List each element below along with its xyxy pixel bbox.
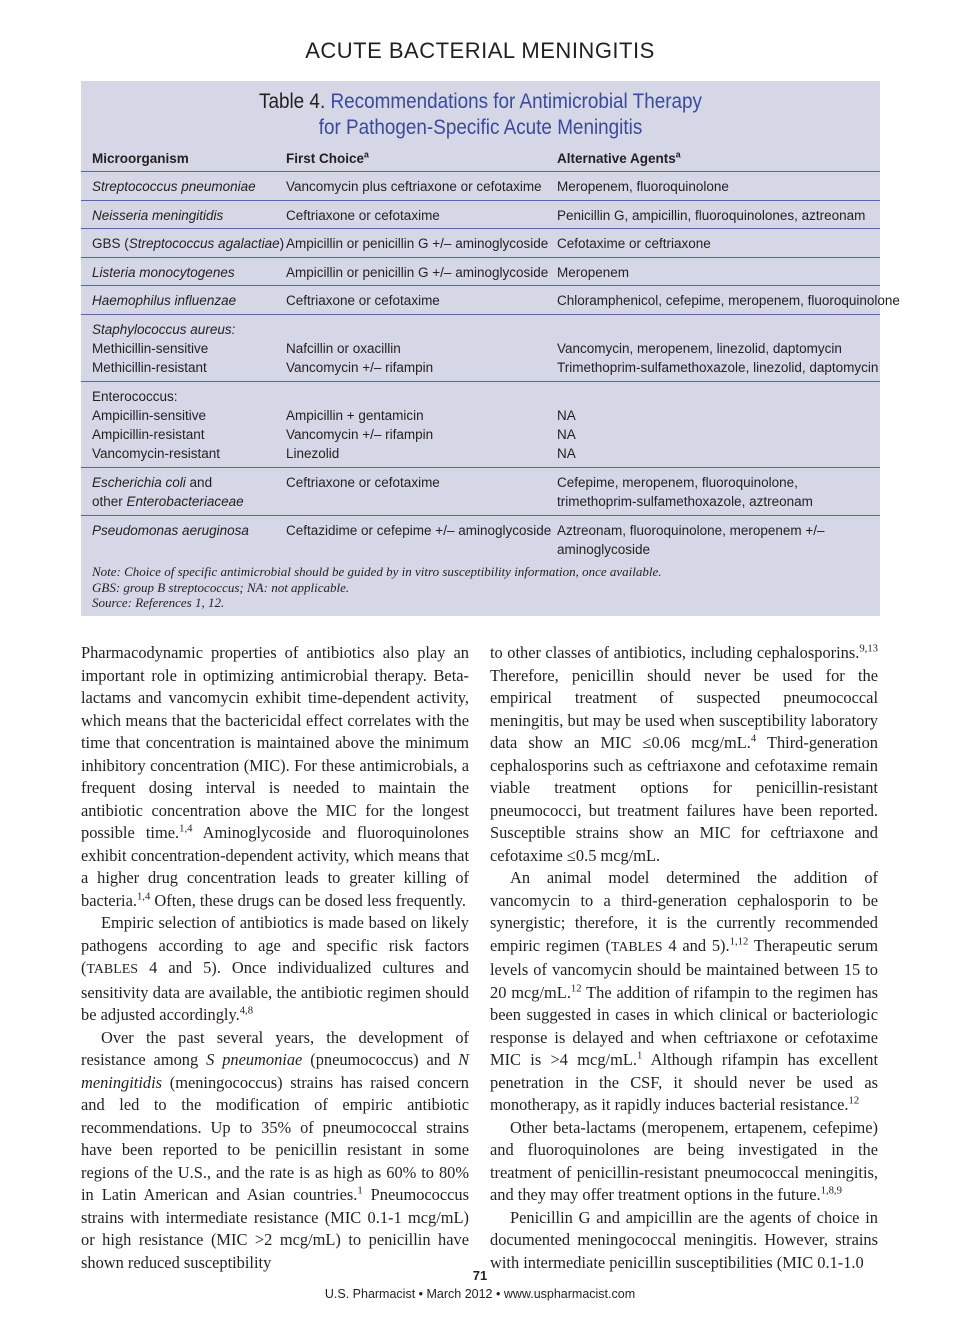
table-title	[121, 89, 840, 141]
alternative-cell: Aztreonam, fluoroquinolone, meropenem +/– aminoglycoside	[557, 522, 825, 557]
table-abbreviations: GBS: group B streptococcus; NA: not applicable.	[92, 579, 350, 595]
paragraph: Pharmacodynamic properties of antibiotics also play an important role in optimizing antimicrobial therapy. Beta-lactams and vancomycin exhibit time-dependent activity, which means that the bactericidal effect correlates with the time that concentration is maintained above the minimum inhibitory concentration (MIC). For these antimicrobials, a frequent dosing interval is needed to maintain the antibiotic concentration above the MIC for the longest possible time.$^{1,4}$ Aminoglycoside and fluoroquinolones exhibit concentration-dependent activity, which means that a higher drug concentration leads to greater killing of bacteria.$^{1,4}$ Often, these drugs can be dosed less frequently.	[81, 643, 469, 910]
table-header-row	[81, 145, 880, 172]
first-choice-cell: Ampicillin or penicillin G +/– aminoglycoside	[286, 236, 549, 252]
body-column-right	[490, 642, 878, 1274]
first-choice-cell: Ceftriaxone or cefotaxime	[286, 293, 440, 309]
alternative-cell: Cefotaxime or ceftriaxone	[557, 236, 711, 252]
organism-cell: Enterococcus: Ampicillin-sensitive Ampicillin-resistant Vancomycin-resistant	[92, 388, 221, 461]
paragraph: Over the past several years, the development of resistance among S pneumoniae (pneumococcus) and N meningitidis (meningococcus) strains has raised concern and led to the modification of empiric antibiotic recommendations. Up to 35% of pneumococcal strains have been reported to be penicillin resistant in some regions of the U.S., and the rate is as high as 60% to 80% in Latin American and Asian countries.$^1$ Pneumococcus strains with intermediate resistance (MIC 0.1-1 mcg/mL) or high resistance (MIC >2 mcg/mL) to penicillin have shown reduced susceptibility	[81, 1027, 469, 1272]
table-note: Note: Choice of specific antimicrobial should be guided by in vitro susceptibility information, once available.	[92, 564, 662, 579]
first-choice-cell: Ampicillin + gentamicin Vancomycin +/– rifampin Linezolid	[286, 407, 434, 461]
table-row	[81, 516, 880, 564]
table-number: Table 4.	[259, 90, 326, 113]
organism-cell: Haemophilus influenzae	[92, 293, 237, 309]
table-row	[81, 201, 880, 230]
header-microorganism: Microorganism	[92, 151, 189, 166]
table-row	[81, 172, 880, 201]
first-choice-cell: Nafcillin or oxacillin Vancomycin +/– rifampin	[286, 340, 434, 375]
organism-cell: Streptococcus pneumoniae	[92, 179, 256, 194]
alternative-cell: Meropenem	[557, 264, 630, 280]
table-row	[81, 382, 880, 468]
paragraph: Empiric selection of antibiotics is made based on likely pathogens according to age and specific risk factors (TABLES 4 and 5). Once individualized cultures and sensitivity data are available, the antibiotic regimen should be adjusted accordingly.$^{4,8}$	[81, 913, 469, 1024]
body-column-left	[81, 642, 469, 1274]
table-row	[81, 315, 880, 382]
organism-cell: GBS (Streptococcus agalactiae)	[92, 236, 285, 252]
running-head: ACUTE BACTERIAL MENINGITIS	[305, 38, 655, 63]
table-source: Source: References 1, 12.	[92, 595, 225, 610]
organism-cell: Neisseria meningitidis	[92, 207, 224, 223]
paragraph: An animal model determined the addition of vancomycin to a third-generation cephalosporin to be synergistic; therefore, it is the currently recommended empiric regimen (TABLES 4 and 5).$^{1,12}$ Therapeutic serum levels of vancomycin should be maintained between 15 to 20 mcg/mL.$^{12}$ The addition of rifampin to the regimen has been suggested in cases in which clinical or bacteriologic response is delayed and when ceftriaxone or cefotaxime MIC is >4 mcg/mL.$^1$ Although rifampin has excellent penetration in the CSF, it should never be used as monotherapy, as it rapidly induces bacterial resistance.$^{12}$	[490, 868, 878, 1114]
page-number: 71	[472, 1268, 488, 1283]
alternative-cell: Penicillin G, ampicillin, fluoroquinolones, aztreonam	[557, 207, 866, 223]
header-alternative-agents: Alternative Agents$^a$	[557, 149, 681, 166]
paragraph: to other classes of antibiotics, including cephalosporins.$^{9,13}$ Therefore, penicillin should never be used for the empirical treatment of suspected pneumococcal meningitis, but may be used when susceptibility laboratory data show an MIC ≤0.06 mcg/mL.$^4$ Third-generation cephalosporins such as ceftriaxone and cefotaxime remain viable treatment options for penicillin-resistant pneumococci, but treatment failures have been reported. Susceptible strains show an MIC for ceftriaxone and cefotaxime ≤0.5 mcg/mL.	[490, 643, 878, 865]
table-row	[81, 286, 900, 315]
table-4	[81, 81, 900, 616]
first-choice-cell: Vancomycin plus ceftriaxone or cefotaxime	[286, 179, 542, 194]
table-row	[81, 229, 880, 258]
table-row	[81, 258, 880, 287]
paragraph: Penicillin G and ampicillin are the agents of choice in documented meningococcal meningitis. However, strains with intermediate penicillin susceptibilities (MIC 0.1-1.0	[490, 1207, 878, 1272]
alternative-cell: Cefepime, meropenem, fluoroquinolone, trimethoprim-sulfamethoxazole, aztreonam	[557, 474, 813, 509]
first-choice-cell: Ceftriaxone or cefotaxime	[286, 474, 440, 490]
table-grid	[81, 145, 900, 564]
table-title-line1: Recommendations for Antimicrobial Therapy	[330, 90, 702, 113]
alternative-cell: Meropenem, fluoroquinolone	[557, 179, 729, 194]
first-choice-cell: Ceftriaxone or cefotaxime	[286, 207, 440, 223]
paragraph: Other beta-lactams (meropenem, ertapenem, cefepime) and fluoroquinolones are being investigated in the treatment of penicillin-resistant pneumococcal meningitis, and they may offer treatment options in the future.$^{1,8,9}$	[490, 1117, 878, 1204]
first-choice-cell: Ampicillin or penicillin G +/– aminoglycoside	[286, 264, 549, 280]
organism-cell: Pseudomonas aeruginosa	[92, 522, 249, 538]
organism-cell: Staphylococcus aureus: Methicillin-sensitive Methicillin-resistant	[92, 321, 236, 375]
table-notes	[92, 564, 872, 611]
alternative-cell: NA NA NA	[557, 407, 576, 461]
table-row	[81, 468, 880, 516]
header-first-choice: First Choice$^a$	[286, 149, 369, 166]
first-choice-cell: Ceftazidime or cefepime +/– aminoglycoside	[286, 522, 552, 538]
alternative-cell: Chloramphenicol, cefepime, meropenem, fluoroquinolone	[557, 293, 900, 309]
table-title-line2: for Pathogen-Specific Acute Meningitis	[318, 116, 643, 139]
alternative-cell: Vancomycin, meropenem, linezolid, daptomycin Trimethoprim-sulfamethoxazole, linezolid, daptomycin	[557, 340, 879, 375]
organism-cell: Escherichia coli and other Enterobacteriaceae	[92, 474, 244, 509]
organism-cell: Listeria monocytogenes	[92, 264, 235, 280]
footer-publication-line: U.S. Pharmacist • March 2012 • www.uspharmacist.com	[324, 1287, 636, 1301]
